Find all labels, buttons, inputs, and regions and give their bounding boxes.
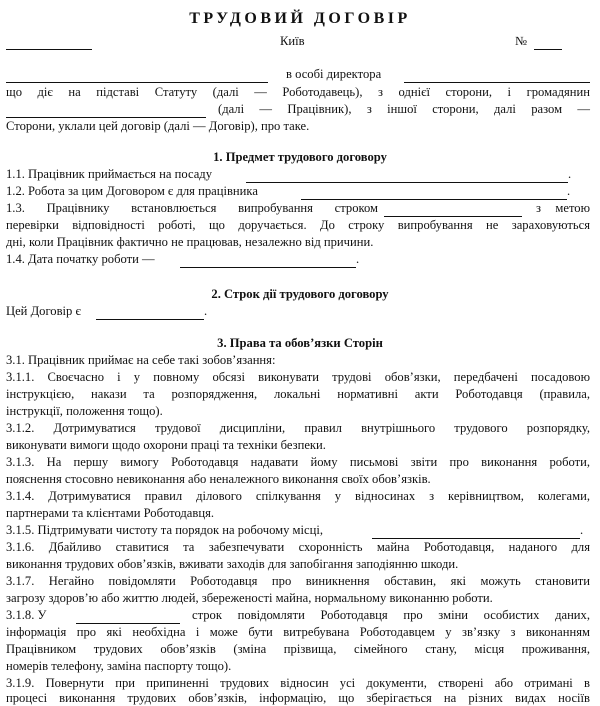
- clause-3-1-1-a: 3.1.1. Своєчасно і у повному обсязі виконувати трудові обов’язки, передбачені посадовою: [6, 370, 590, 384]
- workplace-blank: [372, 527, 580, 539]
- clause-1-3-line-3: дні, коли Працівник фактично не працював, незалежно від причини.: [6, 235, 374, 249]
- clause-3-1-4-b: партнерами та клієнтами Роботодавця.: [6, 506, 215, 520]
- employer-name-blank: [6, 71, 268, 83]
- clause-3-1-3-a: 3.1.3. На першу вимогу Роботодавця надавати йому письмові звіти про виконання роботи,: [6, 455, 590, 469]
- term-type-blank: [96, 308, 204, 320]
- date-blank: [6, 38, 92, 50]
- clause-3-1-8-c: Працівником трудових обов’язків (зміна прізвища, сімейного стану, місця проживання,: [6, 642, 590, 656]
- clause-1-3-end: з метою: [536, 201, 590, 215]
- clause-3-1-8-start: 3.1.8. У: [6, 608, 47, 622]
- section-1-heading: 1. Предмет трудового договору: [213, 150, 387, 164]
- number-label: №: [515, 34, 528, 48]
- intro-line-1: в особі директора: [286, 67, 382, 81]
- clause-3-1-2-a: 3.1.2. Дотримуватися трудової дисципліни, правил внутрішнього трудового розпорядку,: [6, 421, 590, 435]
- clause-1-1-dot: .: [568, 167, 572, 181]
- clause-3-1-4-a: 3.1.4. Дотримуватися правил ділового спілкування у відносинах з керівництвом, колегами,: [6, 489, 590, 503]
- number-blank: [534, 38, 562, 50]
- clause-3-1-2-b: виконувати вимоги щодо охорони праці та техніки безпеки.: [6, 438, 326, 452]
- work-type-blank: [301, 188, 567, 200]
- document-title: ТРУДОВИЙ ДОГОВІР: [189, 10, 411, 27]
- director-name-blank: [404, 71, 590, 83]
- clause-3-1-6-b: виконання трудових обов’язків, вживати заходів для запобігання заподіянню шкоди.: [6, 557, 459, 571]
- clause-3-1-3-b: пояснення стосовно невиконання або неналежного виконання своїх обов’язків.: [6, 472, 431, 486]
- clause-3-1: 3.1. Працівник приймає на себе такі зобов’язання:: [6, 353, 276, 367]
- probation-term-blank: [384, 205, 522, 217]
- notice-term-blank: [76, 612, 180, 624]
- clause-1-4: 1.4. Дата початку роботи —: [6, 252, 155, 266]
- clause-3-1-5-dot: .: [580, 523, 584, 537]
- intro-line-2: що діє на підставі Статуту (далі — Роботодавець), з однієї сторони, і громадянин: [6, 85, 590, 99]
- position-blank: [246, 171, 568, 183]
- section-2-heading: 2. Строк дії трудового договору: [211, 287, 389, 301]
- city: Київ: [280, 34, 305, 48]
- clause-1-4-dot: .: [356, 252, 360, 266]
- start-date-blank: [180, 256, 356, 268]
- clause-1-1: 1.1. Працівник приймається на посаду: [6, 167, 212, 181]
- clause-1-3-line-2: перевірки відповідності роботі, що доручається. До строку випробування не зараховуються: [6, 218, 590, 232]
- clause-3-1-8-d: номерів телефону, заміна паспорту тощо).: [6, 659, 232, 673]
- section-3-heading: 3. Права та обов’язки Сторін: [217, 336, 383, 350]
- clause-3-1-1-b: інструкцією, накази та розпорядження, локальні нормативні акти Роботодавця (правила,: [6, 387, 590, 401]
- clause-3-1-6-a: 3.1.6. Дбайливо ставитися та забезпечувати схоронність майна Роботодавця, наданого для: [6, 540, 590, 554]
- clause-1-2-dot: .: [567, 184, 571, 198]
- clause-3-1-8-b: інформація про які необхідна і може бути витребувана Роботодавцем у зв’язку з виконанням: [6, 625, 590, 639]
- intro-line-3: (далі — Працівник), з іншої сторони, далі разом —: [218, 102, 590, 116]
- clause-3-1-7-b: загрозу здоров’ю або життю людей, збереженості майна, нормальному виконанню роботи.: [6, 591, 493, 605]
- clause-2-1-dot: .: [204, 304, 208, 318]
- clause-3-1-8-end: строк повідомляти Роботодавця про зміни особистих даних,: [192, 608, 590, 622]
- clause-3-1-7-a: 3.1.7. Негайно повідомляти Роботодавця про виникнення обставин, які можуть становити: [6, 574, 590, 588]
- clause-3-1-9-a: 3.1.9. Повернути при припиненні трудових відносин усі документи, створені або отримані в: [6, 676, 590, 690]
- clause-3-1-5: 3.1.5. Підтримувати чистоту та порядок на робочому місці,: [6, 523, 323, 537]
- clause-1-3-start: 1.3. Працівнику встановлюється випробування строком: [6, 201, 378, 215]
- employee-name-blank: [6, 106, 206, 118]
- clause-3-1-9-b: процесі виконання трудових обов’язків, інформацію, що зберігається на різних видах носіїв: [6, 691, 590, 705]
- intro-line-4: Сторони, уклали цей договір (далі — Договір), про таке.: [6, 119, 310, 133]
- clause-2-1: Цей Договір є: [6, 304, 81, 318]
- clause-1-2: 1.2. Робота за цим Договором є для працівника: [6, 184, 258, 198]
- clause-3-1-1-c: інструкції, положення тощо).: [6, 404, 163, 418]
